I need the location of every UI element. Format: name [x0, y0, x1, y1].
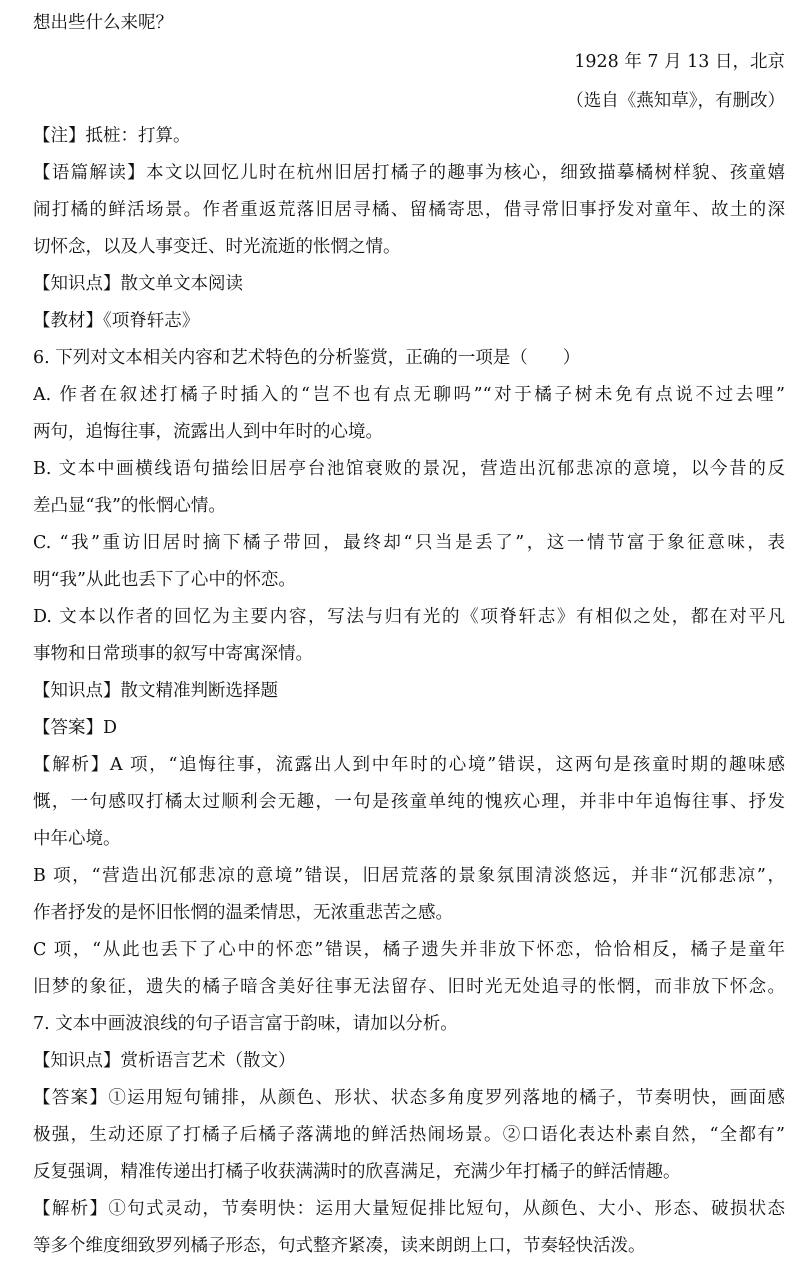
date-line: 1928 年 7 月 13 日，北京: [574, 52, 785, 72]
analysis-7-line-2: 等多个维度细致罗列橘子形态，句式整齐紧凑，读来朗朗上口，节奏轻快活泼。: [33, 1236, 646, 1256]
analysis-b-line-2: 作者抒发的是怀旧怅惘的温柔情思，无浓重悲苦之感。: [33, 903, 453, 923]
answer-7-line-3: 反复强调，精准传递出打橘子收获满满时的欣喜满足，充满少年打橘子的鲜活情趣。: [33, 1162, 681, 1182]
answer-7-line-2: 极强，生动还原了打橘子后橘子落满地的鲜活热闹场景。②口语化表达朴素自然，“全都有”: [33, 1125, 785, 1145]
answer-7-line-1: 【答案】①运用短句铺排，从颜色、形状、状态多角度罗列落地的橘子，节奏明快，画面感: [33, 1088, 785, 1108]
option-b-line-1: B. 文本中画横线语句描绘旧居亭台池馆衰败的景况，营造出沉郁悲凉的意境，以今昔的反: [33, 459, 785, 479]
analysis-a-line-1: 【解析】A 项，“追悔往事，流露出人到中年时的心境”错误，这两句是孩童时期的趣味感: [33, 755, 785, 775]
reading-guide-line-1: 【语篇解读】本文以回忆儿时在杭州旧居打橘子的趣事为核心，细致描摹橘树样貌、孩童嬉: [33, 163, 785, 183]
analysis-7-line-1: 【解析】①句式灵动，节奏明快：运用大量短促排比短句，从颜色、大小、形态、破损状态: [33, 1199, 785, 1219]
note-line: 【注】抵桩：打算。: [33, 126, 191, 146]
question-7-stem: 7. 文本中画波浪线的句子语言富于韵味，请加以分析。: [33, 1014, 458, 1034]
reading-guide-line-2: 闹打橘的鲜活场景。作者重返荒落旧居寻橘、留橘寄思，借寻常旧事抒发对童年、故土的深: [33, 200, 785, 220]
option-c-line-1: C. “我”重访旧居时摘下橘子带回，最终却“只当是丢了”，这一情节富于象征意味，表: [33, 533, 785, 553]
analysis-b-line-1: B 项，“营造出沉郁悲凉的意境”错误，旧居荒落的景象氛围清淡悠远，并非“沉郁悲凉”，: [33, 866, 785, 886]
analysis-a-line-2: 慨，一句感叹打橘太过顺利会无趣，一句是孩童单纯的愧疚心理，并非中年追悔往事、抒发: [33, 792, 785, 812]
option-a-line-1: A. 作者在叙述打橘子时插入的“岂不也有点无聊吗”“对于橘子树未免有点说不过去哩”: [33, 385, 785, 405]
analysis-c-line-1: C 项，“从此也丢下了心中的怀恋”错误，橘子遗失并非放下怀恋，恰恰相反，橘子是童年: [33, 940, 785, 960]
text-line-1: 想出些什么来呢？: [33, 13, 173, 33]
option-c-line-2: 明“我”从此也丢下了心中的怀恋。: [33, 570, 296, 590]
knowledge-point-line-3: 【知识点】赏析语言艺术（散文）: [33, 1051, 296, 1071]
answer-line-6: 【答案】D: [33, 718, 118, 738]
textbook-line: 【教材】《项脊轩志》: [33, 311, 200, 331]
knowledge-point-line-2: 【知识点】散文精准判断选择题: [33, 681, 278, 701]
analysis-c-line-2: 旧梦的象征，遗失的橘子暗含美好往事无法留存、旧时光无处追寻的怅惘，而非放下怀念。: [33, 977, 785, 997]
option-d-line-1: D. 文本以作者的回忆为主要内容，写法与归有光的《项脊轩志》有相似之处，都在对平凡: [33, 607, 785, 627]
source-line: （选自《燕知草》，有删改）: [566, 91, 785, 111]
question-6-stem: 6. 下列对文本相关内容和艺术特色的分析鉴赏，正确的一项是（ ）: [33, 348, 581, 368]
knowledge-point-line: 【知识点】散文单文本阅读: [33, 274, 243, 294]
option-d-line-2: 事物和日常琐事的叙写中寄寓深情。: [33, 644, 313, 664]
reading-guide-line-3: 切怀念，以及人事变迁、时光流逝的怅惘之情。: [33, 237, 401, 257]
option-b-line-2: 差凸显“我”的怅惘心情。: [33, 496, 226, 516]
analysis-a-line-3: 中年心境。: [33, 829, 121, 849]
option-a-line-2: 两句，追悔往事，流露出人到中年时的心境。: [33, 422, 383, 442]
